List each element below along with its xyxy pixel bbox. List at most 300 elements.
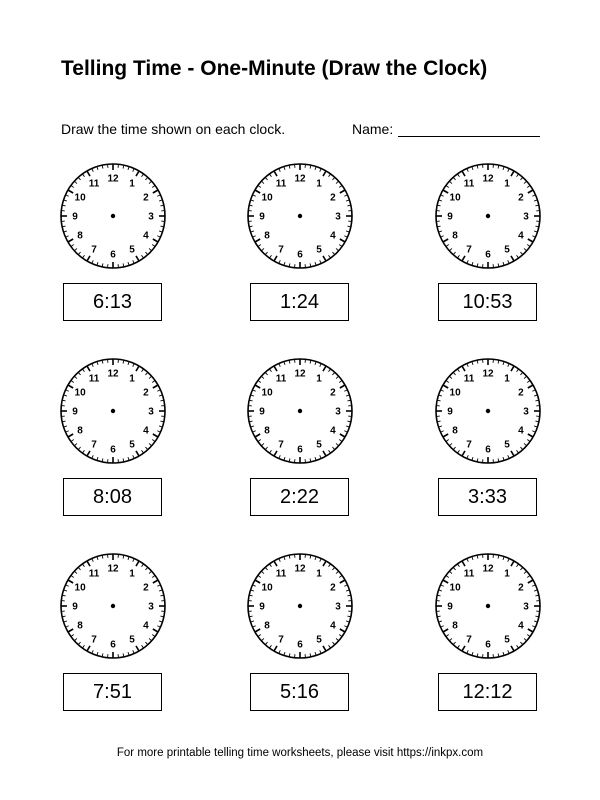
minute-tick xyxy=(258,635,261,637)
hour-tick xyxy=(340,629,345,632)
minute-tick xyxy=(145,177,147,180)
hour-tick xyxy=(136,646,139,651)
clock-number: 6 xyxy=(485,444,491,456)
minute-tick xyxy=(74,443,77,445)
hour-tick xyxy=(443,190,448,193)
center-dot xyxy=(111,604,115,608)
clock-number: 10 xyxy=(449,582,461,594)
clock-number: 11 xyxy=(275,178,287,190)
minute-tick xyxy=(527,380,530,382)
minute-tick xyxy=(524,248,527,250)
clock-number: 11 xyxy=(463,178,475,190)
clock-number: 3 xyxy=(335,406,341,418)
minute-tick xyxy=(527,245,530,247)
center-dot xyxy=(486,409,490,413)
hour-tick xyxy=(462,366,465,371)
minute-tick xyxy=(527,185,530,187)
minute-tick xyxy=(449,248,452,250)
clock-number: 9 xyxy=(72,211,78,223)
minute-tick xyxy=(453,177,455,180)
minute-tick xyxy=(265,372,267,375)
page-title: Telling Time - One-Minute (Draw the Clock) xyxy=(61,57,488,80)
minute-tick xyxy=(261,638,264,640)
hour-tick xyxy=(323,451,326,456)
minute-tick xyxy=(332,447,334,450)
minute-tick xyxy=(332,567,334,570)
clock-number: 8 xyxy=(452,620,458,632)
hour-tick xyxy=(136,561,139,566)
minute-tick xyxy=(152,380,155,382)
minute-tick xyxy=(446,440,449,442)
time-box: 12:12 xyxy=(438,673,537,711)
minute-tick xyxy=(524,571,527,573)
hour-tick xyxy=(528,629,533,632)
minute-tick xyxy=(520,642,522,645)
minute-tick xyxy=(258,245,261,247)
minute-tick xyxy=(74,248,77,250)
hour-tick xyxy=(462,561,465,566)
hour-tick xyxy=(462,256,465,261)
clock-number: 10 xyxy=(74,192,86,204)
clock-face xyxy=(246,552,354,660)
hour-tick xyxy=(153,629,158,632)
hour-tick xyxy=(153,385,158,388)
clock-number: 3 xyxy=(523,211,529,223)
clock-number: 1 xyxy=(504,178,510,190)
hour-tick xyxy=(255,434,260,437)
hour-tick xyxy=(511,451,514,456)
minute-tick xyxy=(446,185,449,187)
minute-tick xyxy=(82,450,84,453)
minute-tick xyxy=(336,443,339,445)
minute-tick xyxy=(82,564,84,567)
minute-tick xyxy=(261,181,264,183)
minute-tick xyxy=(457,369,459,372)
clock-number: 9 xyxy=(447,211,453,223)
clock-number: 4 xyxy=(330,425,336,437)
hour-tick xyxy=(274,561,277,566)
clock-number: 12 xyxy=(294,173,306,185)
minute-tick xyxy=(142,645,144,648)
minute-tick xyxy=(329,450,331,453)
clock-number: 12 xyxy=(107,368,119,380)
clock-number: 10 xyxy=(74,582,86,594)
hour-tick xyxy=(528,580,533,583)
clock-face xyxy=(434,162,542,270)
hour-tick xyxy=(68,629,73,632)
center-dot xyxy=(486,604,490,608)
clock-number: 7 xyxy=(278,439,284,451)
minute-tick xyxy=(142,369,144,372)
hour-tick xyxy=(255,239,260,242)
minute-tick xyxy=(78,177,80,180)
clock-number: 12 xyxy=(482,368,494,380)
minute-tick xyxy=(524,376,527,378)
clock-number: 1 xyxy=(129,178,135,190)
minute-tick xyxy=(520,447,522,450)
minute-tick xyxy=(149,571,152,573)
clock-number: 12 xyxy=(294,368,306,380)
clock-number: 10 xyxy=(261,582,273,594)
minute-tick xyxy=(265,642,267,645)
clock-number: 11 xyxy=(88,373,100,385)
minute-tick xyxy=(339,380,342,382)
minute-tick xyxy=(71,440,74,442)
clock-number: 7 xyxy=(91,634,97,646)
minute-tick xyxy=(265,177,267,180)
minute-tick xyxy=(457,255,459,258)
hour-tick xyxy=(87,256,90,261)
minute-tick xyxy=(258,185,261,187)
clock-number: 3 xyxy=(335,211,341,223)
clock-number: 2 xyxy=(330,192,336,204)
clock-number: 8 xyxy=(452,425,458,437)
hour-tick xyxy=(462,646,465,651)
minute-tick xyxy=(517,450,519,453)
instructions: Draw the time shown on each clock. xyxy=(61,121,286,137)
clock-number: 3 xyxy=(523,406,529,418)
center-dot xyxy=(111,214,115,218)
minute-tick xyxy=(329,255,331,258)
clock-number: 10 xyxy=(74,387,86,399)
clock-number: 11 xyxy=(88,568,100,580)
hour-tick xyxy=(340,580,345,583)
hour-tick xyxy=(323,646,326,651)
minute-tick xyxy=(329,645,331,648)
clock-number: 6 xyxy=(110,639,116,651)
minute-tick xyxy=(449,443,452,445)
clock-number: 2 xyxy=(143,387,149,399)
minute-tick xyxy=(149,181,152,183)
minute-tick xyxy=(524,638,527,640)
clock-number: 12 xyxy=(482,563,494,575)
hour-tick xyxy=(511,646,514,651)
clock-number: 5 xyxy=(316,244,322,256)
minute-tick xyxy=(265,252,267,255)
center-dot xyxy=(111,409,115,413)
clock-number: 10 xyxy=(449,387,461,399)
clock-number: 5 xyxy=(316,439,322,451)
clock-number: 2 xyxy=(518,192,524,204)
minute-tick xyxy=(145,372,147,375)
clock-face xyxy=(246,357,354,465)
minute-tick xyxy=(71,380,74,382)
clock-number: 4 xyxy=(518,425,524,437)
hour-tick xyxy=(528,385,533,388)
minute-tick xyxy=(71,575,74,577)
hour-tick xyxy=(136,366,139,371)
hour-tick xyxy=(87,646,90,651)
clock-face xyxy=(59,357,167,465)
hour-tick xyxy=(153,580,158,583)
time-box: 7:51 xyxy=(63,673,162,711)
minute-tick xyxy=(446,575,449,577)
clock-number: 12 xyxy=(482,173,494,185)
clock-number: 1 xyxy=(129,568,135,580)
clock-number: 7 xyxy=(466,244,472,256)
hour-tick xyxy=(462,171,465,176)
clock-number: 11 xyxy=(463,373,475,385)
minute-tick xyxy=(329,174,331,177)
hour-tick xyxy=(274,366,277,371)
clock-face xyxy=(246,162,354,270)
clock-number: 6 xyxy=(297,639,303,651)
minute-tick xyxy=(527,575,530,577)
minute-tick xyxy=(78,447,80,450)
minute-tick xyxy=(145,567,147,570)
time-box: 2:22 xyxy=(250,478,349,516)
minute-tick xyxy=(332,372,334,375)
clock-number: 11 xyxy=(463,568,475,580)
clock-number: 4 xyxy=(143,425,149,437)
hour-tick xyxy=(136,451,139,456)
clock-number: 10 xyxy=(449,192,461,204)
clock-number: 9 xyxy=(72,406,78,418)
name-label: Name: xyxy=(352,121,394,137)
clock-number: 6 xyxy=(110,444,116,456)
clock-number: 5 xyxy=(504,244,510,256)
clock-number: 11 xyxy=(275,373,287,385)
clock-number: 9 xyxy=(259,211,265,223)
hour-tick xyxy=(68,385,73,388)
hour-tick xyxy=(443,239,448,242)
minute-tick xyxy=(332,252,334,255)
clock-number: 1 xyxy=(316,568,322,580)
minute-tick xyxy=(71,245,74,247)
minute-tick xyxy=(449,638,452,640)
minute-tick xyxy=(517,174,519,177)
minute-tick xyxy=(269,174,271,177)
clock-number: 1 xyxy=(504,373,510,385)
clock-number: 4 xyxy=(330,230,336,242)
minute-tick xyxy=(520,372,522,375)
clock-number: 6 xyxy=(485,249,491,261)
clock-number: 6 xyxy=(485,639,491,651)
minute-tick xyxy=(524,443,527,445)
hour-tick xyxy=(323,366,326,371)
minute-tick xyxy=(446,635,449,637)
clock-number: 7 xyxy=(278,634,284,646)
clock-number: 8 xyxy=(264,230,270,242)
minute-tick xyxy=(449,571,452,573)
footer-text: For more printable telling time worksheets, please visit https://inkpx.com xyxy=(116,747,484,759)
clock-number: 5 xyxy=(129,244,135,256)
clock-number: 4 xyxy=(518,230,524,242)
clock-number: 8 xyxy=(77,620,83,632)
hour-tick xyxy=(87,451,90,456)
minute-tick xyxy=(142,255,144,258)
hour-tick xyxy=(511,366,514,371)
minute-tick xyxy=(258,380,261,382)
clock-number: 1 xyxy=(316,178,322,190)
clock-number: 2 xyxy=(143,582,149,594)
minute-tick xyxy=(78,567,80,570)
hour-tick xyxy=(528,190,533,193)
clock-number: 3 xyxy=(148,211,154,223)
clock-number: 4 xyxy=(518,620,524,632)
clock-face xyxy=(59,552,167,660)
clock-number: 10 xyxy=(261,192,273,204)
clock-number: 1 xyxy=(316,373,322,385)
hour-tick xyxy=(462,451,465,456)
minute-tick xyxy=(336,638,339,640)
hour-tick xyxy=(323,561,326,566)
clock-number: 1 xyxy=(504,568,510,580)
clock-number: 12 xyxy=(107,173,119,185)
minute-tick xyxy=(457,564,459,567)
minute-tick xyxy=(517,645,519,648)
hour-tick xyxy=(528,434,533,437)
time-box: 10:53 xyxy=(438,283,537,321)
minute-tick xyxy=(269,450,271,453)
clock-number: 5 xyxy=(129,439,135,451)
clock-number: 2 xyxy=(330,387,336,399)
minute-tick xyxy=(152,635,155,637)
minute-tick xyxy=(142,174,144,177)
minute-tick xyxy=(453,642,455,645)
minute-tick xyxy=(336,181,339,183)
clock-number: 9 xyxy=(259,601,265,613)
clock-number: 6 xyxy=(297,249,303,261)
minute-tick xyxy=(339,245,342,247)
minute-tick xyxy=(520,177,522,180)
minute-tick xyxy=(520,252,522,255)
clock-number: 9 xyxy=(259,406,265,418)
hour-tick xyxy=(68,190,73,193)
clock-number: 7 xyxy=(91,244,97,256)
hour-tick xyxy=(340,190,345,193)
clock-face xyxy=(434,357,542,465)
hour-tick xyxy=(274,171,277,176)
center-dot xyxy=(298,409,302,413)
minute-tick xyxy=(517,564,519,567)
minute-tick xyxy=(265,567,267,570)
clock-number: 7 xyxy=(278,244,284,256)
minute-tick xyxy=(152,185,155,187)
minute-tick xyxy=(74,181,77,183)
minute-tick xyxy=(339,575,342,577)
minute-tick xyxy=(74,571,77,573)
minute-tick xyxy=(457,645,459,648)
clock-number: 12 xyxy=(107,563,119,575)
minute-tick xyxy=(517,369,519,372)
minute-tick xyxy=(78,252,80,255)
hour-tick xyxy=(274,451,277,456)
minute-tick xyxy=(453,567,455,570)
hour-tick xyxy=(153,190,158,193)
minute-tick xyxy=(524,181,527,183)
clock-number: 3 xyxy=(148,406,154,418)
hour-tick xyxy=(340,434,345,437)
hour-tick xyxy=(153,239,158,242)
minute-tick xyxy=(261,443,264,445)
clock-number: 8 xyxy=(77,230,83,242)
clock-number: 4 xyxy=(330,620,336,632)
hour-tick xyxy=(255,580,260,583)
minute-tick xyxy=(82,174,84,177)
minute-tick xyxy=(517,255,519,258)
hour-tick xyxy=(153,434,158,437)
minute-tick xyxy=(457,450,459,453)
hour-tick xyxy=(443,629,448,632)
clock-number: 8 xyxy=(264,425,270,437)
minute-tick xyxy=(339,185,342,187)
time-box: 1:24 xyxy=(250,283,349,321)
minute-tick xyxy=(453,252,455,255)
hour-tick xyxy=(87,366,90,371)
hour-tick xyxy=(136,256,139,261)
minute-tick xyxy=(336,248,339,250)
hour-tick xyxy=(68,239,73,242)
clock-number: 6 xyxy=(297,444,303,456)
minute-tick xyxy=(520,567,522,570)
clock-face xyxy=(434,552,542,660)
hour-tick xyxy=(511,256,514,261)
clock-number: 5 xyxy=(316,634,322,646)
minute-tick xyxy=(145,447,147,450)
minute-tick xyxy=(269,369,271,372)
hour-tick xyxy=(87,171,90,176)
minute-tick xyxy=(336,376,339,378)
clock-number: 8 xyxy=(264,620,270,632)
minute-tick xyxy=(446,380,449,382)
minute-tick xyxy=(269,255,271,258)
minute-tick xyxy=(149,248,152,250)
clock-number: 2 xyxy=(518,582,524,594)
minute-tick xyxy=(82,645,84,648)
hour-tick xyxy=(323,171,326,176)
clock-number: 3 xyxy=(148,601,154,613)
minute-tick xyxy=(336,571,339,573)
hour-tick xyxy=(136,171,139,176)
minute-tick xyxy=(261,376,264,378)
hour-tick xyxy=(511,561,514,566)
clock-number: 11 xyxy=(275,568,287,580)
time-box: 5:16 xyxy=(250,673,349,711)
hour-tick xyxy=(528,239,533,242)
minute-tick xyxy=(82,255,84,258)
clock-face xyxy=(59,162,167,270)
center-dot xyxy=(298,604,302,608)
clock-number: 2 xyxy=(518,387,524,399)
minute-tick xyxy=(149,638,152,640)
minute-tick xyxy=(269,564,271,567)
clock-number: 9 xyxy=(447,406,453,418)
minute-tick xyxy=(269,645,271,648)
minute-tick xyxy=(449,181,452,183)
minute-tick xyxy=(82,369,84,372)
minute-tick xyxy=(449,376,452,378)
minute-tick xyxy=(152,440,155,442)
hour-tick xyxy=(443,385,448,388)
hour-tick xyxy=(340,239,345,242)
clock-number: 10 xyxy=(261,387,273,399)
minute-tick xyxy=(329,564,331,567)
minute-tick xyxy=(261,571,264,573)
minute-tick xyxy=(446,245,449,247)
minute-tick xyxy=(527,635,530,637)
clock-number: 2 xyxy=(143,192,149,204)
minute-tick xyxy=(74,638,77,640)
minute-tick xyxy=(339,440,342,442)
minute-tick xyxy=(149,443,152,445)
minute-tick xyxy=(145,642,147,645)
minute-tick xyxy=(71,635,74,637)
clock-number: 4 xyxy=(143,230,149,242)
center-dot xyxy=(298,214,302,218)
minute-tick xyxy=(142,564,144,567)
clock-number: 9 xyxy=(447,601,453,613)
